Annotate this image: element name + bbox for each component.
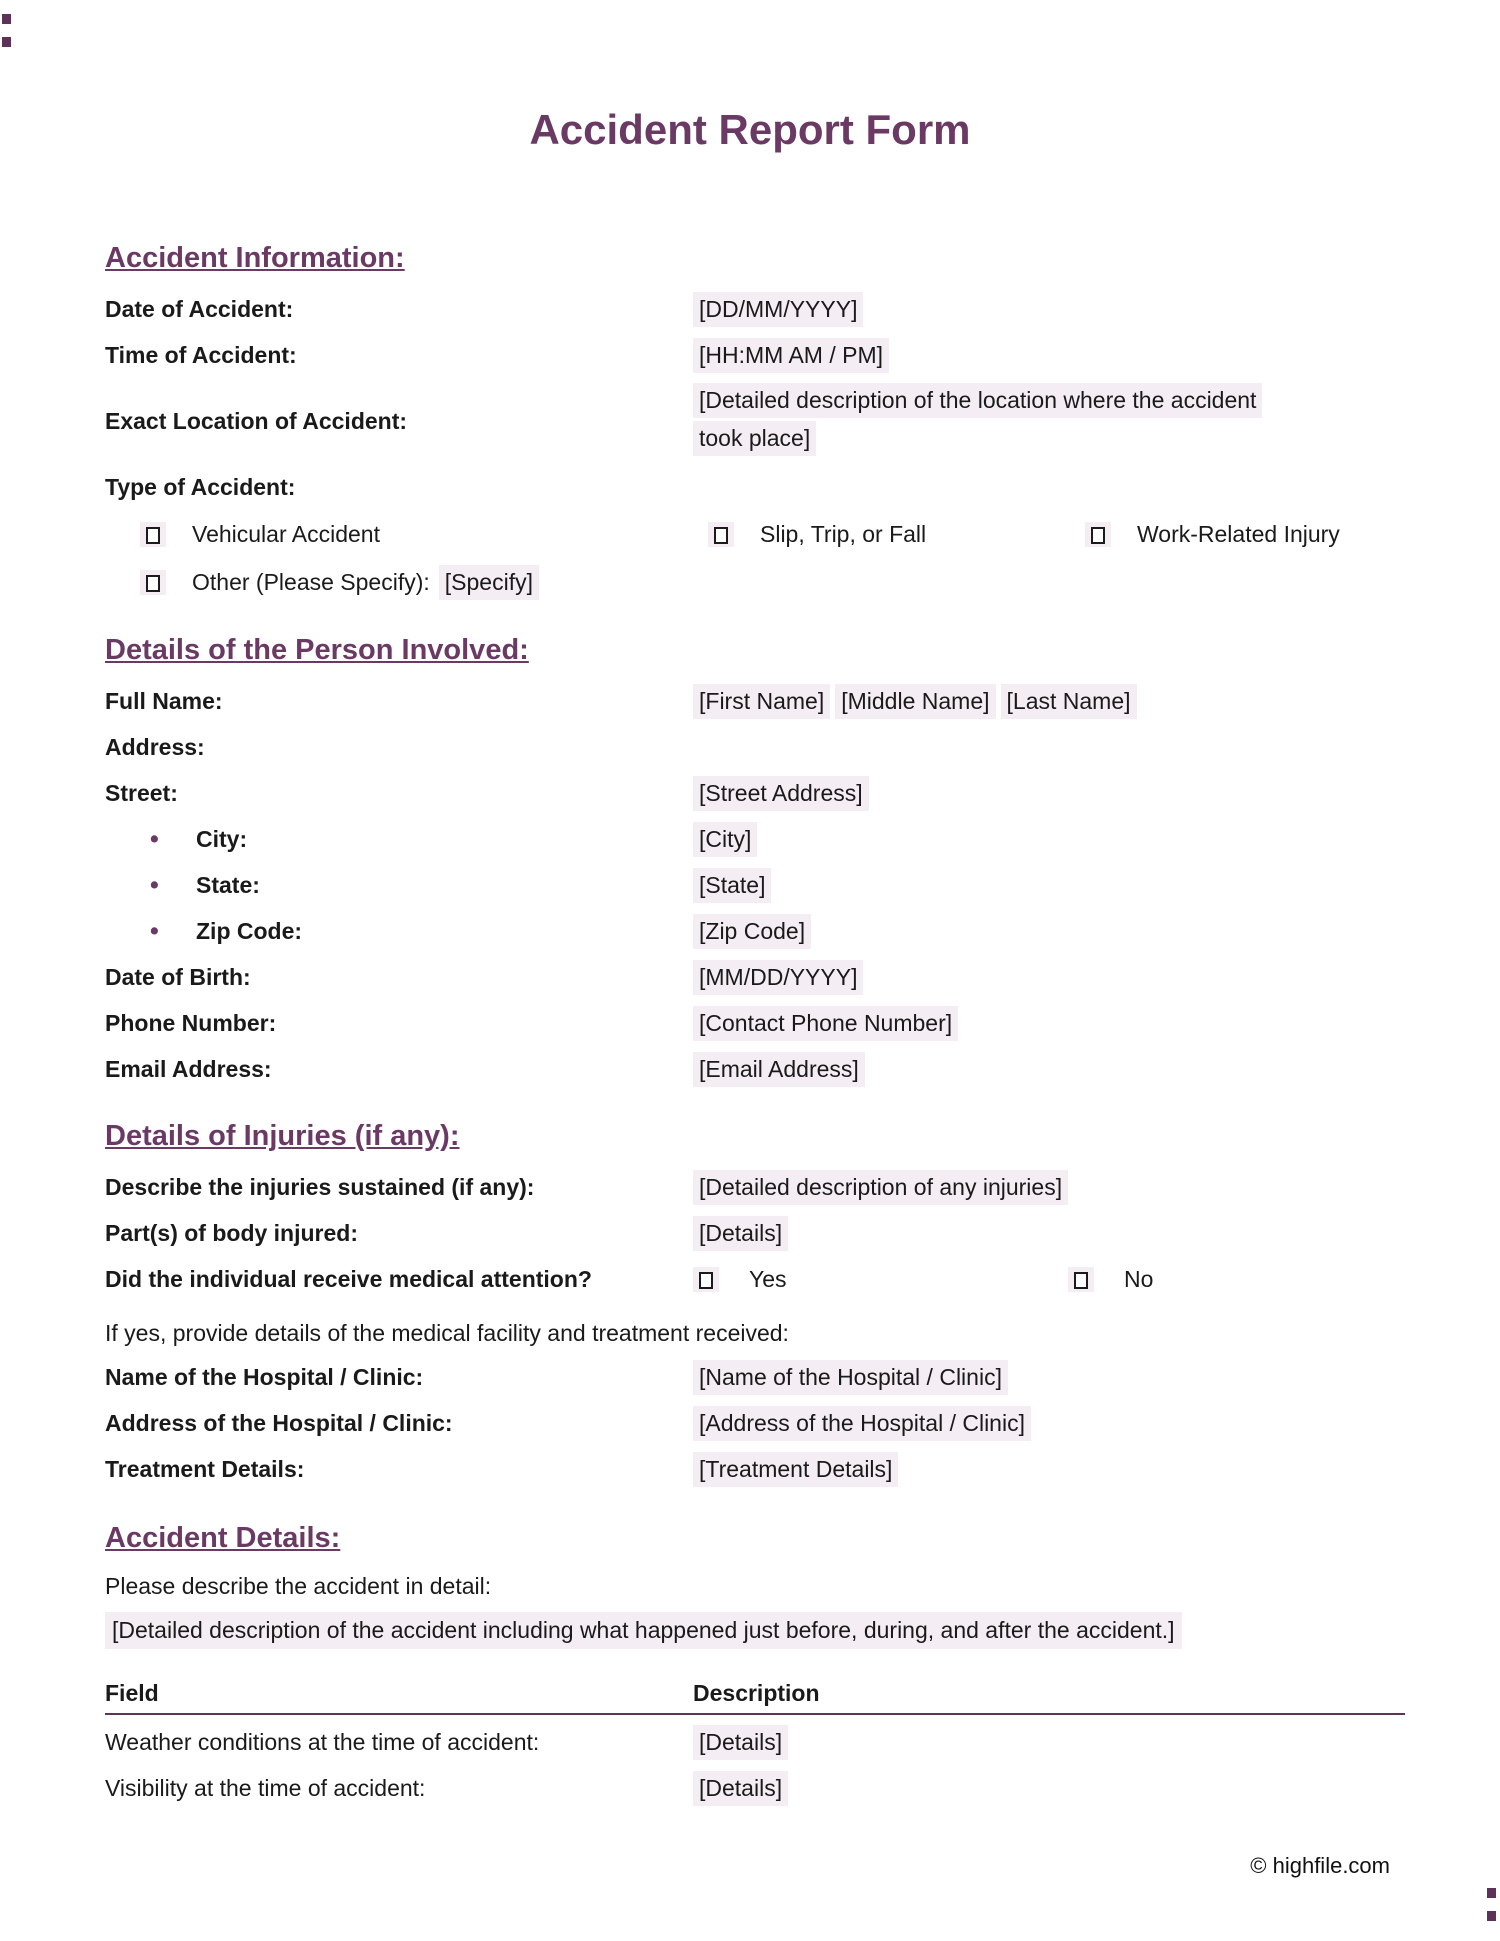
field-row-time-of-accident	[105, 332, 1395, 378]
exact-location-value-line2[interactable]: took place]	[693, 421, 816, 456]
bullet-row-city	[105, 816, 1395, 862]
treatment-details-value[interactable]: [Treatment Details]	[693, 1452, 898, 1487]
field-row-street	[105, 770, 1395, 816]
date-of-accident-value[interactable]: [DD/MM/YYYY]	[693, 292, 863, 327]
field-row-full-name	[105, 678, 1395, 724]
full-name-label: Full Name:	[105, 687, 223, 714]
type-of-accident-label: Type of Accident:	[105, 473, 296, 500]
weather-conditions-label: Weather conditions at the time of accident:	[105, 1728, 540, 1755]
vehicular-accident-label: Vehicular Accident	[192, 520, 380, 547]
copyright-footer: © highfile.com	[1250, 1853, 1390, 1878]
hospital-name-label: Name of the Hospital / Clinic:	[105, 1363, 424, 1390]
medical-attention-option-yes	[693, 1266, 1068, 1293]
field-row-address	[105, 724, 1395, 770]
work-related-injury-checkbox[interactable]	[1085, 522, 1111, 547]
bullet-icon: •	[150, 916, 159, 945]
field-row-hospital-name	[105, 1354, 1395, 1400]
time-of-accident-label: Time of Accident:	[105, 341, 297, 368]
address-label: Address:	[105, 733, 205, 760]
medical-facility-rows	[105, 1354, 1395, 1492]
checkbox-icon	[714, 527, 728, 544]
body-injured-value[interactable]: [Details]	[693, 1216, 788, 1251]
zip-code-label: Zip Code:	[196, 917, 303, 944]
other-accident-label: Other (Please Specify):	[192, 568, 430, 595]
field-row-medical-attention	[105, 1256, 1395, 1302]
describe-injuries-value[interactable]: [Detailed description of any injuries]	[693, 1170, 1068, 1205]
first-name-value[interactable]: [First Name]	[693, 684, 830, 719]
field-row-phone-number	[105, 1000, 1395, 1046]
hospital-name-value[interactable]: [Name of the Hospital / Clinic]	[693, 1360, 1008, 1395]
corner-square-bottom-right-2	[1487, 1911, 1496, 1921]
section-heading-accident-information: Accident Information:	[105, 242, 405, 274]
describe-accident-prompt: Please describe the accident in detail:	[105, 1572, 492, 1599]
exact-location-value[interactable]	[693, 383, 1395, 459]
accident-description-row	[105, 1608, 1395, 1649]
details-table-rows	[105, 1719, 1395, 1811]
accident-type-option-slip	[708, 521, 1085, 548]
accident-information-rows	[105, 286, 1395, 606]
accident-type-option-work	[1085, 521, 1340, 548]
field-row-email-address	[105, 1046, 1395, 1092]
medical-yes-checkbox[interactable]	[693, 1267, 719, 1292]
full-name-value	[693, 684, 1395, 719]
medical-attention-label: Did the individual receive medical attention?	[105, 1265, 592, 1292]
state-value[interactable]: [State]	[693, 868, 771, 903]
medical-attention-option-no	[1068, 1266, 1153, 1293]
state-label-cell	[105, 871, 693, 900]
injuries-rows	[105, 1164, 1395, 1302]
middle-name-value[interactable]: [Middle Name]	[835, 684, 995, 719]
section-heading-injuries: Details of Injuries (if any):	[105, 1120, 460, 1152]
hospital-address-value[interactable]: [Address of the Hospital / Clinic]	[693, 1406, 1031, 1441]
field-row-describe-injuries	[105, 1164, 1395, 1210]
field-row-date-of-birth	[105, 954, 1395, 1000]
zip-label-cell	[105, 917, 693, 946]
treatment-details-label: Treatment Details:	[105, 1455, 305, 1482]
details-table-header	[105, 1673, 1395, 1707]
city-label-cell	[105, 825, 693, 854]
describe-injuries-label: Describe the injuries sustained (if any):	[105, 1173, 535, 1200]
field-row-treatment-details	[105, 1446, 1395, 1492]
last-name-value[interactable]: [Last Name]	[1001, 684, 1137, 719]
bullet-icon: •	[150, 824, 159, 853]
checkbox-icon	[146, 575, 160, 592]
section-heading-person-involved: Details of the Person Involved:	[105, 634, 529, 666]
form-content	[0, 240, 1500, 1811]
page-title: Accident Report Form	[529, 106, 971, 153]
table-header-field: Field	[105, 1680, 159, 1706]
checkbox-icon	[1074, 1272, 1088, 1289]
date-of-birth-value[interactable]: [MM/DD/YYYY]	[693, 960, 863, 995]
field-row-date-of-accident	[105, 286, 1395, 332]
body-injured-label: Part(s) of body injured:	[105, 1219, 358, 1246]
table-divider-line	[105, 1713, 1405, 1715]
checkbox-icon	[146, 527, 160, 544]
email-address-label: Email Address:	[105, 1055, 272, 1082]
date-of-birth-label: Date of Birth:	[105, 963, 251, 990]
field-row-hospital-address	[105, 1400, 1395, 1446]
work-related-injury-label: Work-Related Injury	[1137, 520, 1340, 547]
other-specify-value[interactable]: [Specify]	[439, 565, 539, 600]
accident-type-option-vehicular	[140, 521, 708, 548]
person-involved-rows	[105, 678, 1395, 1092]
corner-square-top-left-2	[2, 37, 11, 47]
date-of-accident-label: Date of Accident:	[105, 295, 294, 322]
email-address-value[interactable]: [Email Address]	[693, 1052, 865, 1087]
weather-conditions-value[interactable]: [Details]	[693, 1725, 788, 1760]
medical-no-label: No	[1124, 1265, 1154, 1292]
accident-description-value[interactable]: [Detailed description of the accident including what happened just before, during, and after the accident.]	[105, 1612, 1182, 1649]
other-accident-checkbox[interactable]	[140, 570, 166, 595]
accident-type-other-row	[105, 558, 1395, 606]
street-label: Street:	[105, 779, 178, 806]
city-label: City:	[196, 825, 248, 852]
phone-number-label: Phone Number:	[105, 1009, 277, 1036]
vehicular-accident-checkbox[interactable]	[140, 522, 166, 547]
phone-number-value[interactable]: [Contact Phone Number]	[693, 1006, 958, 1041]
if-yes-instruction: If yes, provide details of the medical facility and treatment received:	[105, 1320, 789, 1346]
corner-square-top-left-1	[2, 14, 11, 24]
table-row-weather	[105, 1719, 1395, 1765]
state-label: State:	[196, 871, 260, 898]
visibility-value[interactable]: [Details]	[693, 1771, 788, 1806]
table-row-visibility	[105, 1765, 1395, 1811]
field-row-exact-location	[105, 378, 1395, 464]
field-row-body-injured	[105, 1210, 1395, 1256]
medical-attention-options	[693, 1266, 1395, 1293]
street-value[interactable]: [Street Address]	[693, 776, 869, 811]
section-heading-accident-details: Accident Details:	[105, 1522, 341, 1554]
slip-trip-fall-label: Slip, Trip, or Fall	[760, 520, 927, 547]
corner-square-bottom-right-1	[1487, 1888, 1496, 1898]
visibility-label: Visibility at the time of accident:	[105, 1774, 426, 1801]
city-value[interactable]: [City]	[693, 822, 757, 857]
field-row-type-of-accident	[105, 464, 1395, 510]
medical-yes-label: Yes	[749, 1265, 787, 1292]
time-of-accident-value[interactable]: [HH:MM AM / PM]	[693, 338, 889, 373]
medical-no-checkbox[interactable]	[1068, 1267, 1094, 1292]
exact-location-value-line1[interactable]: [Detailed description of the location where the accident	[693, 383, 1262, 418]
table-header-description: Description	[693, 1680, 820, 1706]
hospital-address-label: Address of the Hospital / Clinic:	[105, 1409, 453, 1436]
bullet-row-zip	[105, 908, 1395, 954]
slip-trip-fall-checkbox[interactable]	[708, 522, 734, 547]
bullet-row-state	[105, 862, 1395, 908]
checkbox-icon	[699, 1272, 713, 1289]
accident-type-checkbox-row	[105, 510, 1395, 558]
exact-location-label: Exact Location of Accident:	[105, 407, 408, 434]
bullet-icon: •	[150, 870, 159, 899]
checkbox-icon	[1091, 527, 1105, 544]
zip-code-value[interactable]: [Zip Code]	[693, 914, 811, 949]
